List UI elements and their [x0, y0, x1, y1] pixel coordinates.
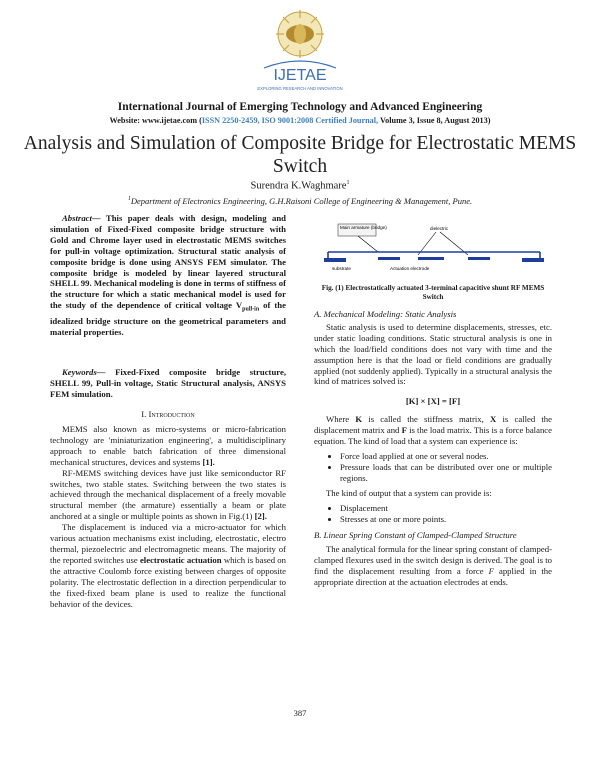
- ref-1: [1].: [202, 456, 215, 467]
- affiliation-sup: 1: [127, 196, 131, 203]
- keywords-text: Fixed-Fixed composite bridge structure, SHELL 99, Pull-in voltage, Static Structural analysis, ANSYS FEM simulation.: [50, 367, 286, 399]
- author-sup: 1: [346, 180, 350, 186]
- stiffness-equation: [K] × [X] = [F]: [405, 396, 461, 407]
- page-number: 387: [293, 708, 307, 718]
- electrode-left: [378, 257, 400, 260]
- dielectric-label: dielectric: [430, 226, 449, 231]
- logo-tagline: EXPLORING RESEARCH AND INNOVATION: [257, 86, 343, 91]
- figure-1-diagram: [318, 222, 550, 274]
- keywords: [50, 367, 286, 400]
- logo-text: IJETAE: [273, 67, 327, 84]
- section-b-title: B. Linear Spring Constant of Clamped-Clamped Structure: [314, 530, 517, 541]
- website-suffix: Volume 3, Issue 8, August 2013): [378, 116, 491, 125]
- bold-electrostatic: electrostatic actuation: [139, 554, 222, 565]
- paper-title: Analysis and Simulation of Composite Bridge for Electrostatic MEMS Switch: [23, 133, 577, 177]
- section-a-paragraph-2: Where K is called the stiffness matrix, X is called the displacement matrix and F is the load matrix. This is a force balance equation. The kind of load that a system can experience is:: [314, 414, 552, 447]
- anchor-right: [522, 258, 544, 262]
- substrate-label: substrate: [332, 266, 351, 271]
- section-heading-introduction: [50, 409, 286, 420]
- abstract-sub: pull-in: [242, 306, 260, 313]
- list-item: • Displacement: [340, 503, 552, 514]
- section-a: [314, 309, 552, 588]
- intro-paragraph-3: The displacement is induced via a micro-actuator for which various actuation mechanisms exist including, electrostatic, electro thermal, piezoelectric and electromagnetic means. The majority of the reported switches use electrostatic actuation which is based on the attractive Coulomb force existing between charges of opposite polarity. The electrostatic deflection in a direction perpendicular to the fixed-fixed beam plane is used to realize the functional behavior of the devices.: [50, 522, 286, 609]
- journal-title: International Journal of Emerging Technology and Advanced Engineering: [117, 101, 483, 113]
- list-item: • Pressure loads that can be distributed over one or multiple regions.: [340, 462, 552, 484]
- abstract-text2: of the idealized bridge structure on the geometrical parameters and material properties.: [50, 300, 286, 337]
- introduction-body: [50, 424, 286, 609]
- section-title: Introduction: [148, 409, 195, 419]
- output-types-list: [314, 503, 552, 525]
- affiliation: [0, 196, 600, 206]
- signal-line: [418, 257, 444, 260]
- logo-emblem-icon: [256, 8, 344, 98]
- abstract-text: This paper deals with design, modeling and simulation of Fixed-Fixed composite bridge structure with Gold and Chrome layer used in electrostatic MEMS switches for pull-in voltage optimization. Structural static analysis of composite bridge is done using ANSYS FEM simulator. The composite bridge is modeled by linear layered structural SHELL 99. Mechanical modeling is done in terms of stiffness of the structure for which a static mechanical model is used for the study of the dependence of critical voltage V: [50, 213, 286, 311]
- ref-2: [2].: [254, 511, 267, 522]
- electrode-right: [468, 257, 490, 260]
- membrane-label: Main armature (bridge): [340, 225, 387, 230]
- section-a-paragraph-3: The kind of output that a system can provide is:: [326, 487, 492, 498]
- figure-1-caption: Fig. (1) Electrostatically actuated 3-terminal capacitive shunt RF MEMS Switch: [321, 284, 545, 301]
- load-types-list: [314, 451, 552, 484]
- section-number: I.: [141, 409, 147, 419]
- issn-link[interactable]: ISSN 2250-2459, ISO 9001:2008 Certified Journal,: [201, 116, 379, 125]
- section-b-paragraph-1: The analytical formula for the linear spring constant of clamped-clamped flexures used in the switch design is derived. The goal is to find the displacement resulting from a force F applied in the appropriate direction at the actuation electrodes at ends.: [314, 544, 552, 588]
- author-name: Surendra K.Waghmare: [250, 180, 347, 192]
- section-a-title: A. Mechanical Modeling: Static Analysis: [314, 309, 457, 319]
- journal-logo: [256, 8, 344, 98]
- keywords-label: Keywords—: [62, 367, 106, 377]
- website-prefix: Website: www.ijetae.com (: [109, 116, 202, 125]
- intro-paragraph-2: RF-MEMS switching devices have just like semiconductor RF switches, two stable states. Switching between the two states is achieved through the mechanical displacement of a freely movable structural member (the armature) essentially a beam or plate anchored at a single or multiple points as shown in Fig.(1) [2].: [50, 467, 286, 522]
- anchor-left: [324, 258, 346, 262]
- abstract-label: Abstract—: [62, 213, 101, 223]
- author: [0, 180, 600, 192]
- journal-website: [0, 116, 600, 125]
- section-a-paragraph-1: Static analysis is used to determine displacements, stresses, etc. under static loading conditions. Static structural analysis is one in which the load/field conditions does not vary with time and the assumption here is that the load or field conditions are gradually applied (not suddenly applied). Typically in a structural analysis the kind of matrices solved is:: [314, 321, 552, 387]
- electrode-label: Actuation electrode: [390, 266, 430, 271]
- list-item: • Force load applied at one or several nodes.: [340, 451, 552, 462]
- list-item: • Stresses at one or more points.: [340, 514, 552, 525]
- affiliation-text: Department of Electronics Engineering, G.H.Raisoni College of Engineering & Management, Pune.: [130, 196, 473, 206]
- intro-paragraph-1: MEMS also known as micro-systems or micro-fabrication technology are 'miniaturization engineering', a multidisciplinary approach to enable batch fabrication of three dimensional mechanical structures, devices and systems [1].: [50, 424, 286, 467]
- abstract: [50, 213, 286, 338]
